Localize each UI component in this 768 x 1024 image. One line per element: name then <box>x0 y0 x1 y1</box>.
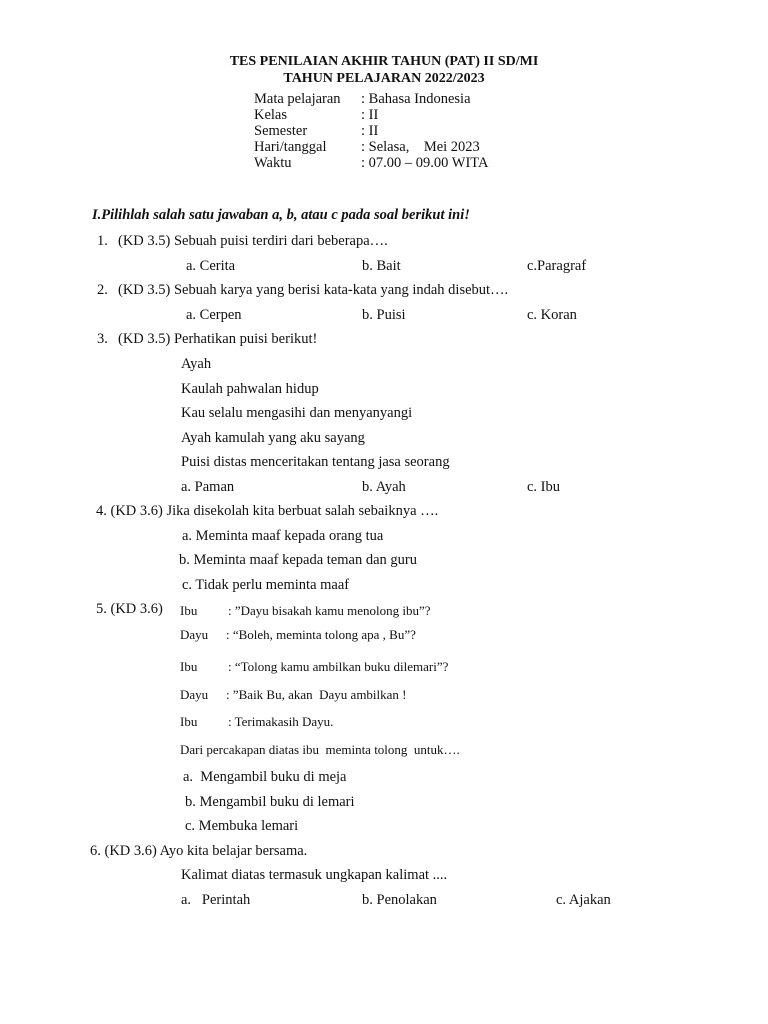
dialog-speaker: Ibu <box>180 714 198 729</box>
info-value-time: : 07.00 – 09.00 WITA <box>361 155 489 171</box>
dialog-line: : ”Baik Bu, akan Dayu ambilkan ! <box>226 687 407 702</box>
question-text: 6. (KD 3.6) Ayo kita belajar bersama. <box>90 843 308 859</box>
question-prompt: Puisi distas menceritakan tentang jasa seorang <box>181 454 450 470</box>
question-text: 5. (KD 3.6) <box>96 601 163 617</box>
dialog-speaker: Dayu <box>180 687 209 702</box>
dialog-speaker: Ibu <box>180 603 198 618</box>
option-b: b. Puisi <box>362 307 406 323</box>
poem-line: Kaulah pahwalan hidup <box>181 381 319 397</box>
question-text: (KD 3.5) Perhatikan puisi berikut! <box>118 331 318 347</box>
info-label-time: Waktu <box>254 155 292 171</box>
option-b: b. Ayah <box>362 479 406 495</box>
dialog-line: : ”Dayu bisakah kamu menolong ibu”? <box>228 603 431 618</box>
poem-line: Kau selalu mengasihi dan menyanyangi <box>181 405 413 421</box>
option-b: b. Meminta maaf kepada teman dan guru <box>179 552 417 568</box>
option-c: c. Koran <box>527 307 577 323</box>
option-a: a. Meminta maaf kepada orang tua <box>182 528 384 544</box>
option-b: b. Bait <box>362 258 401 274</box>
section-instruction: I.Pilihlah salah satu jawaban a, b, atau c pada soal berikut ini! <box>92 207 470 223</box>
option-a: a. Cerita <box>186 258 236 274</box>
question-text: (KD 3.5) Sebuah karya yang berisi kata-kata yang indah disebut…. <box>118 282 509 298</box>
info-label-subject: Mata pelajaran <box>254 91 341 107</box>
dialog-line: : “Boleh, meminta tolong apa , Bu”? <box>226 627 416 642</box>
info-label-semester: Semester <box>254 123 308 139</box>
option-c: c. Ajakan <box>556 892 611 908</box>
option-b: b. Penolakan <box>362 892 437 908</box>
info-value-class: : II <box>361 107 379 123</box>
info-label-class: Kelas <box>254 107 288 123</box>
question-text: (KD 3.5) Sebuah puisi terdiri dari beberapa…. <box>118 233 388 249</box>
info-value-subject: : Bahasa Indonesia <box>361 91 471 107</box>
info-value-date: : Selasa, Mei 2023 <box>361 139 480 155</box>
dialog-speaker: Dayu <box>180 627 209 642</box>
poem-line: Ayah kamulah yang aku sayang <box>181 430 365 446</box>
option-a: a. Paman <box>181 479 235 495</box>
option-c: c. Membuka lemari <box>185 818 299 834</box>
option-c: c. Ibu <box>527 479 561 495</box>
option-c: c. Tidak perlu meminta maaf <box>182 577 350 593</box>
dialog-speaker: Ibu <box>180 659 198 674</box>
info-label-date: Hari/tanggal <box>254 139 327 155</box>
question-prompt: Kalimat diatas termasuk ungkapan kalimat .... <box>181 867 448 883</box>
dialog-line: : “Tolong kamu ambilkan buku dilemari”? <box>228 659 449 674</box>
exam-title: TES PENILAIAN AKHIR TAHUN (PAT) II SD/MI <box>229 54 539 69</box>
option-a: a. Perintah <box>181 892 251 908</box>
option-a: a. Mengambil buku di meja <box>183 769 347 785</box>
option-a: a. Cerpen <box>186 307 242 323</box>
question-number: 2. <box>97 282 108 298</box>
question-text: 4. (KD 3.6) Jika disekolah kita berbuat salah sebaiknya …. <box>96 503 439 519</box>
question-number: 1. <box>97 233 108 249</box>
dialog-line: : Terimakasih Dayu. <box>228 714 334 729</box>
question-prompt: Dari percakapan diatas ibu meminta tolong untuk…. <box>180 742 460 757</box>
option-b: b. Mengambil buku di lemari <box>185 794 355 810</box>
info-value-semester: : II <box>361 123 379 139</box>
poem-line: Ayah <box>181 356 212 372</box>
option-c: c.Paragraf <box>527 258 587 274</box>
exam-year: TAHUN PELAJARAN 2022/2023 <box>283 71 485 86</box>
question-number: 3. <box>97 331 108 347</box>
